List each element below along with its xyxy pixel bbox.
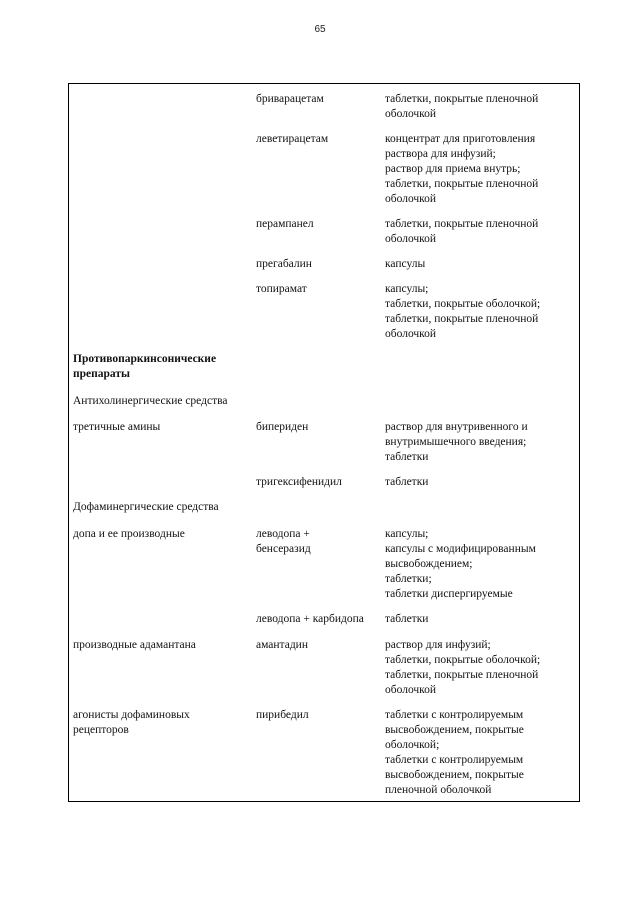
subsection-heading: Антихолинергические средства [73, 395, 228, 407]
dosage-form: таблетки с контролируемым высвобождением, покрытые оболочкой; таблетки с контролируемым высвобождением, покрытые пленочной оболочкой [385, 709, 524, 796]
dosage-form: таблетки [385, 613, 429, 625]
dosage-form: капсулы; таблетки, покрытые оболочкой; таблетки, покрытые пленочной оболочкой [385, 283, 541, 340]
drug-name: перампанел [256, 218, 314, 230]
drug-name: прегабалин [256, 258, 312, 270]
drug-name: леводопа + карбидопа [256, 613, 364, 625]
dosage-form: таблетки, покрытые пленочной оболочкой [385, 93, 539, 120]
drug-name: бипериден [256, 421, 309, 433]
section-heading: Противопаркинсонические препараты [73, 353, 217, 380]
subsection-heading: Дофаминергические средства [73, 501, 219, 513]
page-number: 65 [314, 24, 326, 35]
dosage-form: капсулы [385, 258, 426, 270]
drug-name: амантадин [256, 639, 308, 651]
dosage-form: таблетки, покрытые пленочной оболочкой [385, 218, 539, 245]
dosage-form: капсулы; капсулы с модифицированным высвобождением; таблетки; таблетки диспергируемые [385, 528, 536, 600]
drug-group: производные адамантана [73, 639, 196, 651]
drug-group: третичные амины [73, 421, 161, 433]
drug-name: тригексифенидил [256, 476, 342, 488]
drug-group: агонисты дофаминовых рецепторов [73, 709, 190, 736]
drug-group: допа и ее производные [73, 528, 185, 540]
drug-name: пирибедил [256, 709, 309, 721]
drug-name: бриварацетам [256, 93, 324, 105]
dosage-form: раствор для инфузий; таблетки, покрытые оболочкой; таблетки, покрытые пленочной оболочкой [385, 639, 541, 696]
drug-name: леводопа + бенсеразид [256, 528, 311, 555]
drug-name: топирамат [256, 283, 307, 295]
dosage-form: таблетки [385, 476, 429, 488]
drug-table [68, 83, 580, 802]
dosage-form: раствор для внутривенного и внутримышечного введения; таблетки [385, 421, 528, 463]
drug-name: леветирацетам [256, 133, 329, 145]
dosage-form: концентрат для приготовления раствора для инфузий; раствор для приема внутрь; таблетки, покрытые пленочной оболочкой [385, 133, 539, 205]
